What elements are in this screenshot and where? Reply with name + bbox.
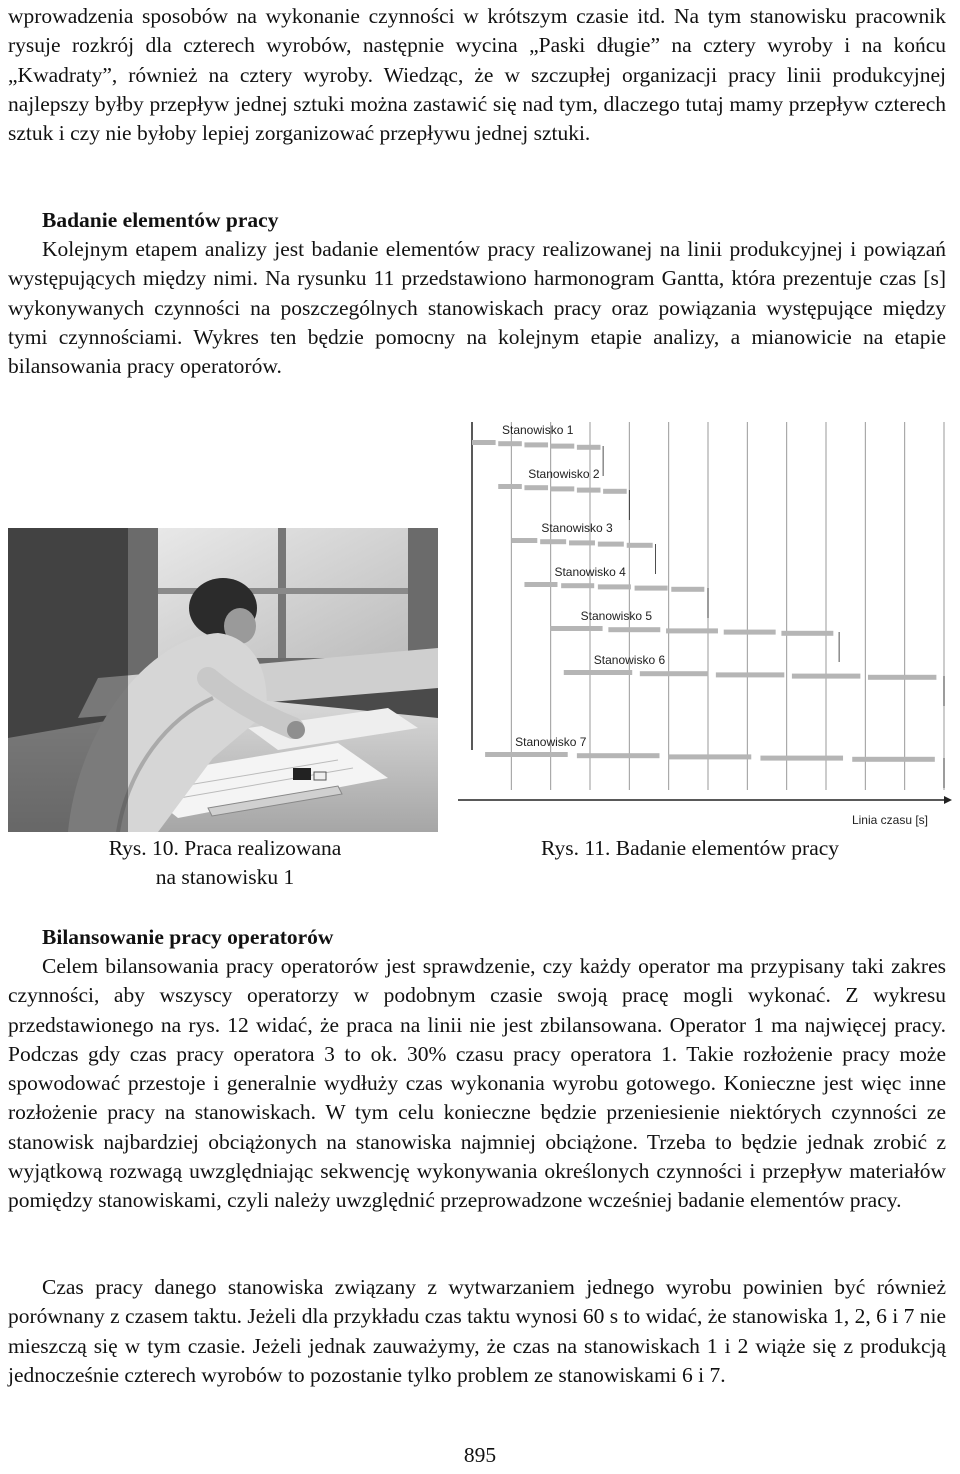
gantt-bar	[540, 539, 566, 544]
section-heading-bilansowanie: Bilansowanie pracy operatorów	[42, 925, 334, 949]
gantt-bar	[472, 440, 496, 445]
gantt-bar	[724, 630, 776, 635]
section-heading-badanie: Badanie elementów pracy	[42, 208, 279, 232]
gantt-bar	[577, 488, 601, 493]
gantt-bar	[551, 626, 603, 631]
gantt-bar	[868, 675, 936, 680]
gantt-bar	[498, 441, 522, 446]
gantt-bar	[640, 671, 708, 676]
figure10-caption-line2: na stanowisku 1	[155, 865, 295, 889]
gantt-station-label: Stanowisko 1	[502, 423, 574, 437]
gantt-station-label: Stanowisko 4	[554, 565, 626, 579]
gantt-bar	[569, 540, 595, 545]
gantt-bar	[852, 757, 935, 762]
gantt-station-label: Stanowisko 3	[541, 521, 613, 535]
photo-worker-drawing	[8, 528, 438, 832]
gantt-bar	[781, 631, 833, 636]
gantt-bar	[716, 672, 784, 677]
page-number: 895	[463, 1443, 497, 1467]
gantt-bar	[561, 583, 594, 588]
gantt-bar	[577, 445, 601, 450]
gantt-bar	[577, 753, 660, 758]
section-paragraph-bilansowanie-1: Celem bilansowania pracy operatorów jest sprawdzenie, czy każdy operator ma przypisany taki zakres czynności, aby wszyscy operatorzy w podobnym czasie swoją pracę mogli wykonać. Z wykresu przedstawionego na rys. 12 widać, że praca na linii nie jest zbilansowana. Operator 1 ma najwięcej pracy. Podczas gdy czas pracy operatora 3 to ok. 30% czasu pracy operatora 1. Takie rozłożenie pracy może spowodować przestoje i generalnie wydłuży czas wykonania wyrobu gotowego. Konieczne jest więc inne rozłożenie pracy na stanowiskach. W tym celu konieczne będzie przeniesienie niektórych czynności ze stanowisk najbardziej obciążonych na stanowiska najmniej obciążone. Trzeba to będzie jednak zrobić z wyjątkową rozwagą uwzględniając sekwencję wykonywania określonych czynności i przepływ materiałów pomiędzy stanowiskami, czyli należy uwzględnić przeprowadzone wcześniej badanie elementów pracy.	[8, 954, 946, 1213]
gantt-bar	[671, 587, 704, 592]
gantt-bar	[524, 485, 548, 490]
photo-illustration	[8, 528, 438, 832]
gantt-bar	[792, 674, 860, 679]
figure10-caption-line1: Rys. 10. Praca realizowana	[108, 836, 342, 860]
gantt-bar	[603, 489, 627, 494]
figure11-caption: Rys. 11. Badanie elementów pracy	[540, 836, 840, 860]
gantt-bar	[551, 486, 575, 491]
gantt-bar	[608, 627, 660, 632]
gantt-station-label: Stanowisko 7	[515, 735, 587, 749]
gantt-bar	[524, 442, 548, 447]
gantt-x-axis-arrow	[944, 796, 952, 804]
gantt-bar	[511, 538, 537, 543]
gantt-station-label: Stanowisko 2	[528, 467, 600, 481]
gantt-bar	[498, 484, 522, 489]
gantt-bar	[485, 752, 568, 757]
gantt-bar	[635, 586, 668, 591]
gantt-chart-svg	[458, 414, 952, 834]
gantt-bar	[598, 542, 624, 547]
gantt-x-axis-label: Linia czasu [s]	[851, 813, 928, 827]
intro-paragraph: wprowadzenia sposobów na wykonanie czynności w krótszym czasie itd. Na tym stanowisku pracownik rysuje rozkrój dla czterech wyrobów, następnie wycina „Paski długie” na cztery wyroby i na końcu „Kwadraty”, również na cztery wyroby. Wiedząc, że w szczupłej organizacji pracy linii produkcyjnej najlepszy byłby przepływ jednej sztuki można zastawić się nad tym, dlaczego tutaj mamy przepływ czterech sztuk i czy nie byłoby lepiej zorganizować przepływu jednej sztuki.	[8, 4, 946, 146]
gantt-bar	[524, 582, 557, 587]
gantt-bar	[551, 444, 575, 449]
gantt-station-label: Stanowisko 6	[593, 653, 666, 667]
gantt-station-label: Stanowisko 5	[580, 609, 653, 623]
gantt-bar	[564, 670, 632, 675]
gantt-bar	[666, 628, 718, 633]
gantt-bar	[627, 543, 653, 548]
section-paragraph-bilansowanie-2: Czas pracy danego stanowiska związany z wytwarzaniem jednego wyrobu powinien być również porównany z czasem taktu. Jeżeli dla przykładu czas taktu wynosi 60 s to widać, że stanowiska 1, 2, 6 i 7 nie mieszczą się w tym czasie. Jeżeli jednak zauważymy, że czas na stanowiskach 1 i 2 wiąże się z produkcją jednocześnie czterech wyrobów to pozostanie tylko problem ze stanowiskami 6 i 7.	[8, 1275, 946, 1387]
gantt-bar	[760, 756, 843, 761]
gantt-chart	[458, 414, 952, 834]
gantt-bar	[669, 754, 752, 759]
section-paragraph-badanie: Kolejnym etapem analizy jest badanie elementów pracy realizowanej na linii produkcyjnej i powiązań występujących między nimi. Na rysunku 11 przedstawiono harmonogram Gantta, która prezentuje czas [s] wykonywanych czynności na poszczególnych stanowiskach pracy oraz powiązania występujące między tymi czynnościami. Wykres ten będzie pomocny na kolejnym etapie analizy, a mianowicie na etapie bilansowania pracy operatorów.	[8, 237, 946, 379]
gantt-bar	[598, 584, 631, 589]
